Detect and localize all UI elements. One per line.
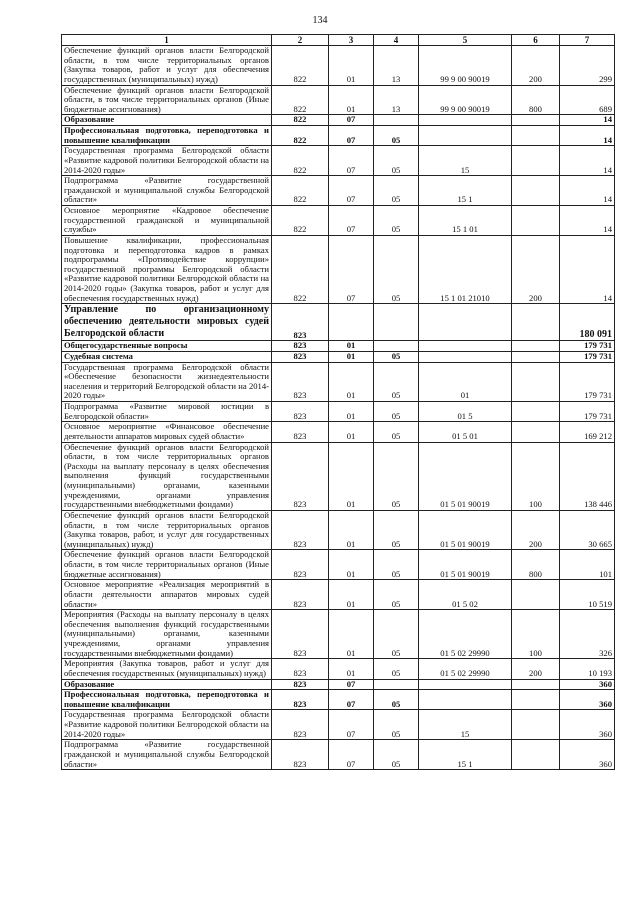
section-code: 01 xyxy=(329,659,374,679)
row-name: Профессиональная подготовка, переподготовка и повышение квалификации xyxy=(62,690,272,710)
section-code: 01 xyxy=(329,610,374,659)
table-row xyxy=(62,402,615,422)
expense-type-code: 800 xyxy=(512,85,560,115)
section-code: 01 xyxy=(329,442,374,510)
amount: 14 xyxy=(560,146,615,176)
budget-table xyxy=(61,34,615,770)
header-row xyxy=(62,35,615,46)
row-name: Подпрограмма «Развитие мировой юстиции в Белгородской области» xyxy=(62,402,272,422)
section-code: 01 xyxy=(329,362,374,402)
ministry-code: 822 xyxy=(272,126,329,146)
expense-type-code: 200 xyxy=(512,46,560,86)
section-code: 01 xyxy=(329,351,374,362)
amount: 299 xyxy=(560,46,615,86)
section-code: 01 xyxy=(329,550,374,580)
amount: 14 xyxy=(560,176,615,206)
row-name: Повышение квалификации, профессиональная подготовка и переподготовка кадров в рамках подпрограммы «Противодействие коррупции» государственной программы Белгородской области «Развитие кадровой политики Белгородской области на 2014-2020 годы» (Закупка товаров, работ и услуг для обеспечения государственных нужд) xyxy=(62,235,272,303)
ministry-code: 823 xyxy=(272,442,329,510)
target-article-code: 15 xyxy=(419,146,512,176)
subsection-code: 05 xyxy=(374,550,419,580)
subsection-code: 05 xyxy=(374,580,419,610)
target-article-code: 99 9 00 90019 xyxy=(419,46,512,86)
amount: 101 xyxy=(560,550,615,580)
section-code: 01 xyxy=(329,580,374,610)
expense-type-code xyxy=(512,580,560,610)
amount: 179 731 xyxy=(560,362,615,402)
ministry-code: 823 xyxy=(272,550,329,580)
row-name: Подпрограмма «Развитие государственной гражданской и муниципальной службы Белгородской области» xyxy=(62,740,272,770)
expense-type-code xyxy=(512,422,560,442)
subsection-code: 05 xyxy=(374,690,419,710)
amount: 169 212 xyxy=(560,422,615,442)
row-name: Мероприятия (Закупка товаров, работ и услуг для обеспечения государственных (муниципальных) нужд) xyxy=(62,659,272,679)
expense-type-code xyxy=(512,740,560,770)
row-name: Государственная программа Белгородской области «Развитие кадровой политики Белгородской области на 2014-2020 годы» xyxy=(62,710,272,740)
subsection-code: 05 xyxy=(374,235,419,303)
target-article-code: 01 5 01 90019 xyxy=(419,510,512,550)
column-header: 3 xyxy=(329,35,374,46)
target-article-code: 15 1 xyxy=(419,176,512,206)
row-name: Обеспечение функций органов власти Белгородской области, в том числе территориальных органов (Закупка товаров, работ и услуг для обеспечения государственных (муниципальных) нужд) xyxy=(62,46,272,86)
target-article-code xyxy=(419,690,512,710)
ministry-code: 823 xyxy=(272,580,329,610)
subsection-code: 05 xyxy=(374,710,419,740)
row-name: Мероприятия (Расходы на выплату персоналу в целях обеспечения выполнения функций государственными (муниципальными) органами, казенными учреждениями, органами управления государственными внебюджетными фондами) xyxy=(62,610,272,659)
row-name: Государственная программа Белгородской области «Обеспечение безопасности жизнедеятельности населения и территорий Белгородской области на 2014-2020 годы» xyxy=(62,362,272,402)
ministry-code: 823 xyxy=(272,351,329,362)
subsection-code: 05 xyxy=(374,510,419,550)
subsection-code: 05 xyxy=(374,402,419,422)
row-name: Образование xyxy=(62,679,272,690)
target-article-code: 15 1 xyxy=(419,740,512,770)
row-name: Обеспечение функций органов власти Белгородской области, в том числе территориальных органов (Иные бюджетные ассигнования) xyxy=(62,550,272,580)
section-code: 01 xyxy=(329,46,374,86)
table-row xyxy=(62,362,615,402)
table-row xyxy=(62,115,615,126)
table-row xyxy=(62,550,615,580)
amount: 30 665 xyxy=(560,510,615,550)
ministry-code: 823 xyxy=(272,690,329,710)
expense-type-code: 100 xyxy=(512,442,560,510)
section-code xyxy=(329,304,374,341)
expense-type-code: 100 xyxy=(512,610,560,659)
ministry-code: 823 xyxy=(272,304,329,341)
target-article-code: 15 1 01 21010 xyxy=(419,235,512,303)
subsection-code xyxy=(374,341,419,352)
ministry-code: 822 xyxy=(272,146,329,176)
amount: 689 xyxy=(560,85,615,115)
expense-type-code xyxy=(512,351,560,362)
expense-type-code xyxy=(512,362,560,402)
table-row xyxy=(62,690,615,710)
subsection-code: 05 xyxy=(374,146,419,176)
subsection-code: 05 xyxy=(374,362,419,402)
amount: 10 519 xyxy=(560,580,615,610)
row-name: Подпрограмма «Развитие государственной гражданской и муниципальной службы Белгородской области» xyxy=(62,176,272,206)
expense-type-code: 200 xyxy=(512,510,560,550)
amount: 138 446 xyxy=(560,442,615,510)
section-code: 01 xyxy=(329,85,374,115)
target-article-code: 01 5 02 xyxy=(419,580,512,610)
amount: 360 xyxy=(560,679,615,690)
target-article-code: 01 5 02 29990 xyxy=(419,610,512,659)
table-row xyxy=(62,304,615,341)
section-code: 07 xyxy=(329,235,374,303)
ministry-code: 822 xyxy=(272,176,329,206)
table-row xyxy=(62,176,615,206)
expense-type-code xyxy=(512,176,560,206)
column-header: 4 xyxy=(374,35,419,46)
subsection-code: 05 xyxy=(374,176,419,206)
amount: 179 731 xyxy=(560,351,615,362)
table-row xyxy=(62,46,615,86)
target-article-code: 15 xyxy=(419,710,512,740)
amount: 179 731 xyxy=(560,341,615,352)
column-header: 2 xyxy=(272,35,329,46)
expense-type-code: 200 xyxy=(512,235,560,303)
section-code: 07 xyxy=(329,740,374,770)
ministry-code: 823 xyxy=(272,679,329,690)
table-row xyxy=(62,679,615,690)
row-name: Обеспечение функций органов власти Белгородской области, в том числе территориальных органов (Иные бюджетные ассигнования) xyxy=(62,85,272,115)
section-code: 07 xyxy=(329,126,374,146)
subsection-code: 05 xyxy=(374,610,419,659)
row-name: Судебная система xyxy=(62,351,272,362)
ministry-code: 823 xyxy=(272,402,329,422)
amount: 14 xyxy=(560,235,615,303)
section-code: 07 xyxy=(329,679,374,690)
column-header: 6 xyxy=(512,35,560,46)
row-name: Профессиональная подготовка, переподготовка и повышение квалификации xyxy=(62,126,272,146)
target-article-code: 15 1 01 xyxy=(419,206,512,236)
column-header: 5 xyxy=(419,35,512,46)
target-article-code: 01 5 01 90019 xyxy=(419,550,512,580)
row-name: Основное мероприятие «Реализация мероприятий в области деятельности аппаратов мировых судей области» xyxy=(62,580,272,610)
table-row xyxy=(62,85,615,115)
amount: 180 091 xyxy=(560,304,615,341)
table-row xyxy=(62,422,615,442)
row-name: Образование xyxy=(62,115,272,126)
ministry-code: 823 xyxy=(272,610,329,659)
row-name: Основное мероприятие «Кадровое обеспечение государственной гражданской и муниципальной службы» xyxy=(62,206,272,236)
subsection-code xyxy=(374,679,419,690)
section-code: 07 xyxy=(329,710,374,740)
table-row xyxy=(62,146,615,176)
ministry-code: 822 xyxy=(272,235,329,303)
ministry-code: 823 xyxy=(272,710,329,740)
subsection-code xyxy=(374,115,419,126)
expense-type-code xyxy=(512,146,560,176)
section-code: 07 xyxy=(329,146,374,176)
subsection-code: 05 xyxy=(374,659,419,679)
table-row xyxy=(62,341,615,352)
table-row xyxy=(62,580,615,610)
expense-type-code: 200 xyxy=(512,659,560,679)
amount: 10 193 xyxy=(560,659,615,679)
subsection-code xyxy=(374,304,419,341)
target-article-code: 01 5 01 xyxy=(419,422,512,442)
table-row xyxy=(62,610,615,659)
target-article-code: 01 5 01 90019 xyxy=(419,442,512,510)
subsection-code: 13 xyxy=(374,46,419,86)
ministry-code: 823 xyxy=(272,341,329,352)
table-row xyxy=(62,235,615,303)
ministry-code: 823 xyxy=(272,422,329,442)
subsection-code: 05 xyxy=(374,206,419,236)
amount: 14 xyxy=(560,206,615,236)
amount: 179 731 xyxy=(560,402,615,422)
row-name: Управление по организационному обеспечению деятельности мировых судей Белгородской области xyxy=(62,304,272,341)
subsection-code: 05 xyxy=(374,740,419,770)
amount: 14 xyxy=(560,126,615,146)
target-article-code xyxy=(419,679,512,690)
ministry-code: 823 xyxy=(272,740,329,770)
subsection-code: 05 xyxy=(374,442,419,510)
section-code: 07 xyxy=(329,176,374,206)
section-code: 07 xyxy=(329,690,374,710)
page-number: 134 xyxy=(312,15,328,26)
amount: 360 xyxy=(560,740,615,770)
target-article-code: 01 xyxy=(419,362,512,402)
ministry-code: 822 xyxy=(272,115,329,126)
table-row xyxy=(62,740,615,770)
section-code: 07 xyxy=(329,206,374,236)
amount: 360 xyxy=(560,710,615,740)
expense-type-code xyxy=(512,126,560,146)
target-article-code xyxy=(419,304,512,341)
row-name: Обеспечение функций органов власти Белгородской области, в том числе территориальных органов (Закупка товаров, работ, и услуг для государственных (муниципальных) нужд) xyxy=(62,510,272,550)
target-article-code: 01 5 xyxy=(419,402,512,422)
subsection-code: 05 xyxy=(374,422,419,442)
section-code: 01 xyxy=(329,422,374,442)
target-article-code xyxy=(419,115,512,126)
row-name: Государственная программа Белгородской области «Развитие кадровой политики Белгородской области на 2014-2020 годы» xyxy=(62,146,272,176)
target-article-code: 01 5 02 29990 xyxy=(419,659,512,679)
table-row xyxy=(62,206,615,236)
subsection-code: 05 xyxy=(374,351,419,362)
table-row xyxy=(62,659,615,679)
subsection-code: 13 xyxy=(374,85,419,115)
section-code: 01 xyxy=(329,510,374,550)
ministry-code: 823 xyxy=(272,659,329,679)
expense-type-code xyxy=(512,304,560,341)
ministry-code: 822 xyxy=(272,85,329,115)
section-code: 01 xyxy=(329,341,374,352)
ministry-code: 822 xyxy=(272,46,329,86)
table-row xyxy=(62,351,615,362)
table-row xyxy=(62,442,615,510)
column-header: 1 xyxy=(62,35,272,46)
target-article-code: 99 9 00 90019 xyxy=(419,85,512,115)
target-article-code xyxy=(419,126,512,146)
amount: 14 xyxy=(560,115,615,126)
row-name: Общегосударственные вопросы xyxy=(62,341,272,352)
expense-type-code xyxy=(512,402,560,422)
amount: 326 xyxy=(560,610,615,659)
ministry-code: 823 xyxy=(272,510,329,550)
expense-type-code xyxy=(512,710,560,740)
table-row xyxy=(62,510,615,550)
table-row xyxy=(62,126,615,146)
row-name: Обеспечение функций органов власти Белгородской области, в том числе территориальных органов (Расходы на выплату персоналу в целях обеспечения выполнения функций государственными (муниципальными) органами, казенными учреждениями, органами управления государственными внебюджетными фондами) xyxy=(62,442,272,510)
column-header: 7 xyxy=(560,35,615,46)
expense-type-code xyxy=(512,690,560,710)
expense-type-code xyxy=(512,115,560,126)
subsection-code: 05 xyxy=(374,126,419,146)
row-name: Основное мероприятие «Финансовое обеспечение деятельности аппаратов мировых судей области» xyxy=(62,422,272,442)
amount: 360 xyxy=(560,690,615,710)
expense-type-code xyxy=(512,341,560,352)
expense-type-code: 800 xyxy=(512,550,560,580)
target-article-code xyxy=(419,351,512,362)
ministry-code: 823 xyxy=(272,362,329,402)
target-article-code xyxy=(419,341,512,352)
section-code: 07 xyxy=(329,115,374,126)
expense-type-code xyxy=(512,679,560,690)
table-row xyxy=(62,710,615,740)
ministry-code: 822 xyxy=(272,206,329,236)
expense-type-code xyxy=(512,206,560,236)
section-code: 01 xyxy=(329,402,374,422)
